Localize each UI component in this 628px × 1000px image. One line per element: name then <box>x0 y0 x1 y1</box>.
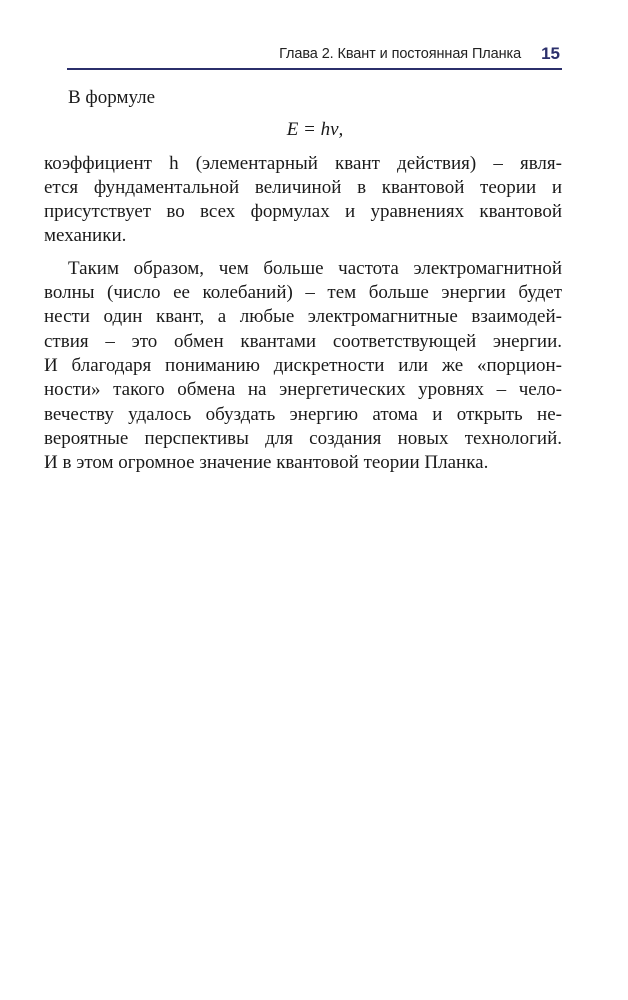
text-line: вероятные перспективы для создания новых технологий. <box>44 427 562 449</box>
text-line: нести один квант, а любые электромагнитные взаимодей- <box>44 306 562 328</box>
text-line: И в этом огромное значение квантовой теории Планка. <box>44 452 489 474</box>
page-number: 15 <box>541 44 560 63</box>
text-line: ствия – это обмен квантами соответствующей энергии. <box>44 330 562 352</box>
text-line: ется фундаментальной величиной в квантовой теории и <box>44 176 562 198</box>
text-line: механики. <box>44 225 127 247</box>
text-line: И благодаря пониманию дискретности или же «порцион- <box>44 354 562 376</box>
intro-line: В формуле <box>68 87 156 108</box>
text-line: ности» такого обмена на энергетических уровнях – чело- <box>44 379 562 401</box>
text-line: вечеству удалось обуздать энергию атома и открыть не- <box>44 403 562 425</box>
page-body <box>44 86 562 475</box>
formula: E = hν, <box>286 119 344 141</box>
chapter-title: Глава 2. Квант и постоянная Планка <box>279 46 522 62</box>
text-line: Таким образом, чем больше частота электромагнитной <box>68 257 562 279</box>
text-line: коэффициент h (элементарный квант действия) – явля- <box>44 152 562 174</box>
text-line: волны (число ее колебаний) – тем больше энергии будет <box>44 282 562 304</box>
text-line: присутствует во всех формулах и уравнениях квантовой <box>44 201 562 223</box>
running-header <box>67 40 562 70</box>
paragraph-1 <box>44 152 562 249</box>
paragraph-2 <box>44 257 562 476</box>
